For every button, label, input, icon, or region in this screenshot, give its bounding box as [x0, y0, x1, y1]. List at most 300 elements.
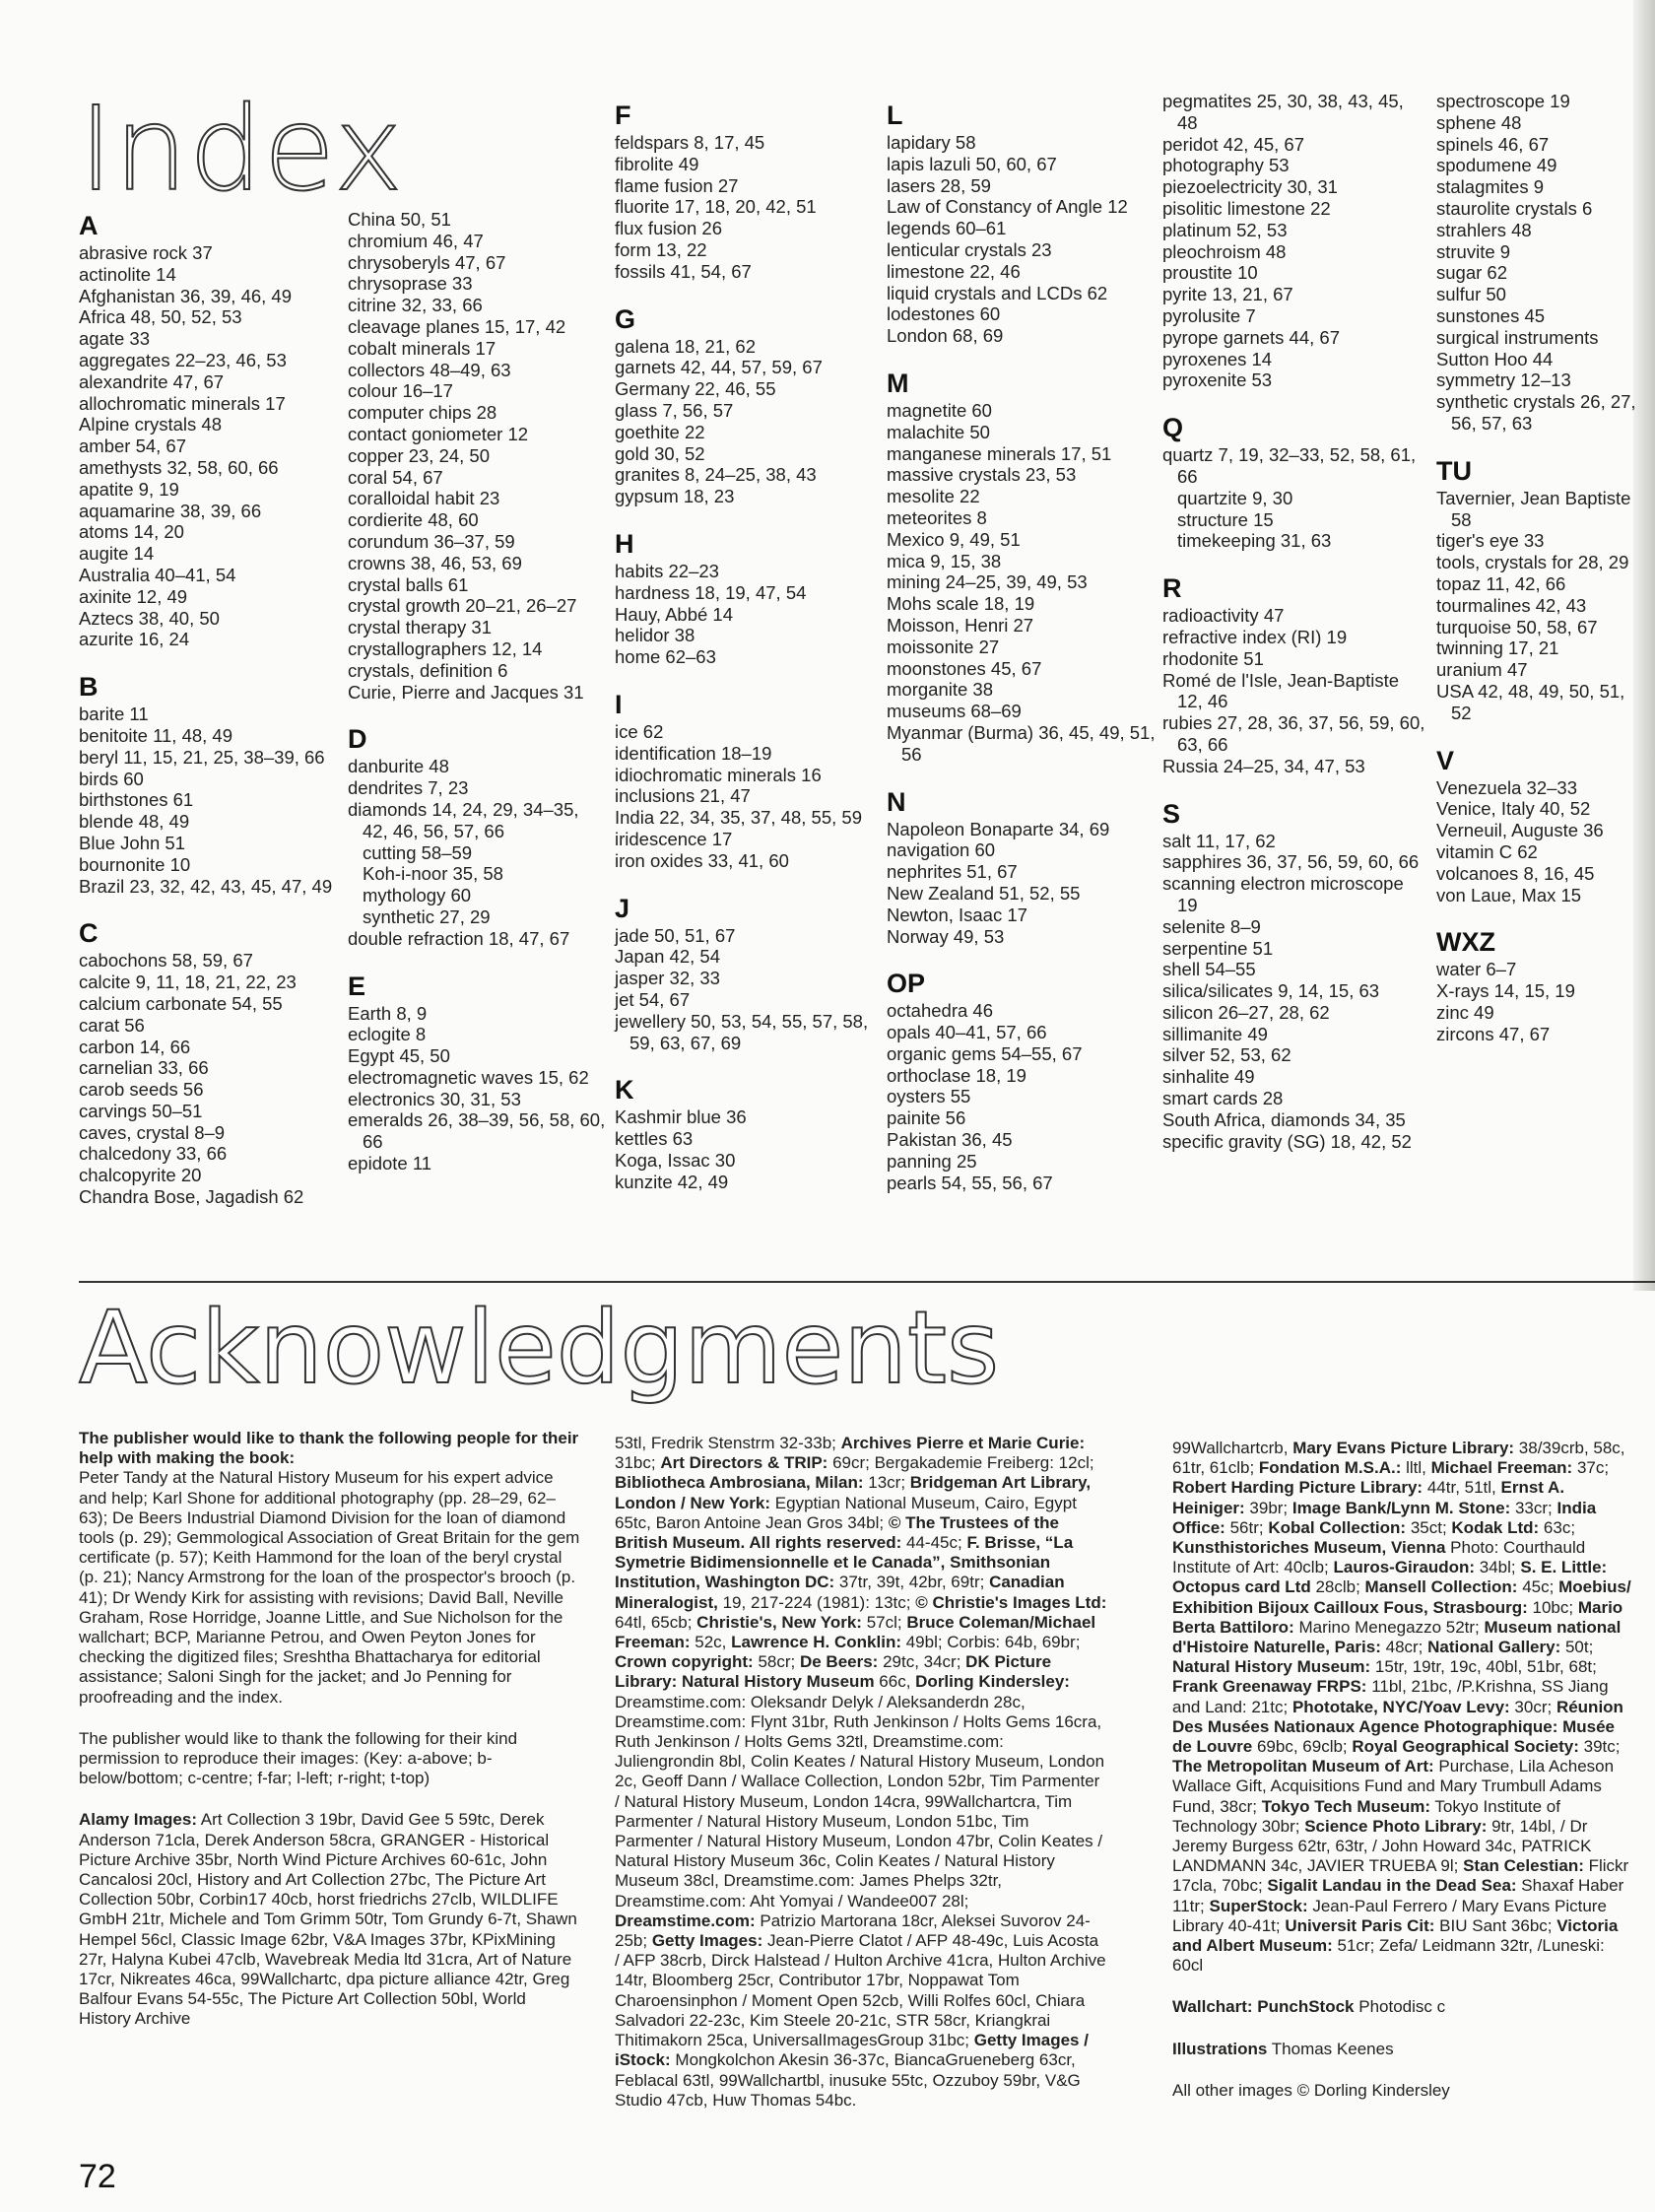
credit-text: Purchase, Lila Acheson Wallace Gift, Acquisitions Fund and Mary Trumbull Adams Fund, 38cr;: [1172, 1757, 1615, 1816]
credit-source: S. E. Little:: [1520, 1558, 1608, 1577]
index-entry: jade 50, 51, 67: [615, 924, 736, 946]
index-entry: aquamarine 38, 39, 66: [79, 500, 262, 521]
index-entry: New Zealand 51, 52, 55: [887, 882, 1081, 904]
index-entry: caves, crystal 8–9: [79, 1121, 226, 1143]
index-entry: granites 8, 24–25, 38, 43: [615, 464, 817, 486]
credit-source: Mary Evans Picture Library:: [1292, 1439, 1515, 1457]
index-entry: spodumene 49: [1436, 155, 1557, 176]
index-entry: fluorite 17, 18, 20, 42, 51: [615, 196, 817, 218]
index-entry: abrasive rock 37: [79, 242, 213, 263]
index-column-4: [887, 99, 1162, 1193]
index-entry: feldspars 8, 17, 45: [615, 132, 765, 153]
credit-text: 37tr, 39t, 42br, 69tr;: [834, 1573, 990, 1592]
index-entry: computer chips 28: [348, 402, 497, 424]
credit-text: Egyptian National Museum, Cairo, Egypt 65tc, Baron Antoine Jean Gros 34bl;: [615, 1493, 1077, 1532]
index-entry: diamonds 14, 24, 29, 34–35, 42, 46, 56, 57, 66: [348, 798, 579, 841]
credit-source: Canadian Mineralogist,: [615, 1573, 1065, 1612]
index-section: [1162, 411, 1426, 552]
index-entry: Verneuil, Auguste 36: [1436, 820, 1604, 841]
credit-source: Ernst A. Heiniger:: [1172, 1478, 1565, 1517]
index-section: [887, 99, 1162, 347]
index-entry: sunstones 45: [1436, 304, 1546, 326]
index-letter-heading: Q: [1162, 413, 1184, 443]
index-entry: shell 54–55: [1162, 959, 1256, 980]
index-entry: rubies 27, 28, 36, 37, 56, 59, 60, 63, 66: [1162, 712, 1425, 755]
credit-source: Lawrence H. Conklin:: [731, 1633, 901, 1652]
index-letter-heading: TU: [1436, 455, 1472, 486]
index-letter-heading: F: [615, 101, 631, 130]
credit-text: 69cr; Bergakademie Freiberg: 12cl;: [828, 1453, 1094, 1473]
index-entry: quartz 7, 19, 32–33, 52, 58, 61, 66: [1162, 444, 1417, 487]
index-section: [1436, 91, 1643, 435]
index-entry: cutting 58–59: [363, 841, 473, 863]
index-entry: sulfur 50: [1436, 284, 1506, 305]
index-column-2: [348, 209, 609, 1174]
credit-source: Christie's, New York:: [696, 1612, 862, 1632]
index-entry: ice 62: [615, 720, 664, 742]
index-section: [79, 209, 345, 650]
index-letter-heading: L: [887, 101, 903, 130]
index-entry: habits 22–23: [615, 560, 719, 581]
index-entry: Curie, Pierre and Jacques 31: [348, 681, 584, 703]
index-entry: form 13, 22: [615, 238, 707, 260]
index-entry: jet 54, 67: [615, 988, 691, 1010]
index-entry: colour 16–17: [348, 380, 453, 402]
ack-credits-2: [615, 1434, 1107, 2111]
credit-source: Phototake, NYC/Yoav Levy:: [1291, 1697, 1510, 1716]
credit-source: Image Bank/Lynn M. Stone:: [1291, 1498, 1511, 1517]
credit-text: 99Wallchartcrb,: [1172, 1439, 1293, 1457]
credit-source: Museum national d'Histoire Naturelle, Paris:: [1172, 1617, 1622, 1657]
credit-source: The Metropolitan Museum of Art:: [1172, 1757, 1434, 1776]
credit-source: Alamy Images:: [79, 1810, 197, 1830]
index-entry: piezoelectricity 30, 31: [1162, 176, 1338, 198]
index-entry: moissonite 27: [887, 636, 1000, 657]
index-entry: Pakistan 36, 45: [887, 1129, 1013, 1151]
index-entry: zinc 49: [1436, 1001, 1494, 1023]
index-entry: peridot 42, 45, 67: [1162, 133, 1304, 155]
index-section: [348, 722, 609, 949]
credit-source: Kobal Collection:: [1268, 1517, 1407, 1537]
index-entry: lodestones 60: [887, 303, 1001, 325]
index-entry: X-rays 14, 15, 19: [1436, 980, 1575, 1002]
index-entry: carob seeds 56: [79, 1079, 204, 1101]
index-section: [615, 99, 879, 283]
index-entry: copper 23, 24, 50: [348, 444, 490, 466]
index-letter-heading: S: [1162, 798, 1181, 829]
credit-text: 28clb;: [1310, 1577, 1365, 1597]
index-section: [1436, 925, 1643, 1044]
index-entry: helidor 38: [615, 625, 695, 646]
index-entry: electromagnetic waves 15, 62: [348, 1066, 589, 1088]
credit-text: 44-45c;: [901, 1533, 967, 1553]
index-entry: tourmalines 42, 43: [1436, 594, 1587, 616]
index-entry: fibrolite 49: [615, 153, 699, 174]
index-entry: sugar 62: [1436, 262, 1507, 284]
credit-text: 57cl;: [861, 1612, 907, 1632]
credit-source: Royal Geographical Society:: [1352, 1737, 1579, 1757]
credit-source: Science Photo Library:: [1304, 1816, 1488, 1836]
wallchart-label: Wallchart: PunchStock: [1172, 1997, 1355, 2017]
other-images-text: All other images © Dorling Kindersley: [1172, 2080, 1450, 2100]
index-entry: apatite 9, 19: [79, 478, 179, 500]
index-entry: goethite 22: [615, 421, 705, 442]
index-letter-heading: R: [1162, 573, 1182, 604]
index-entry: Chandra Bose, Jagadish 62: [79, 1186, 304, 1208]
index-entry: iron oxides 33, 41, 60: [615, 849, 789, 871]
credit-source: National Gallery:: [1427, 1638, 1561, 1657]
index-entry: Mexico 9, 49, 51: [887, 528, 1021, 550]
index-entry: manganese minerals 17, 51: [887, 442, 1112, 464]
index-section: [1162, 91, 1426, 391]
index-entry: water 6–7: [1436, 959, 1517, 980]
credit-source: DK Picture Library: Natural History Museum: [615, 1652, 1052, 1692]
index-entry: smart cards 28: [1162, 1088, 1284, 1109]
credit-text: BIU Sant 36bc;: [1434, 1915, 1557, 1935]
index-entry: crystal therapy 31: [348, 617, 493, 638]
index-entry: Africa 48, 50, 52, 53: [79, 306, 242, 328]
credit-text: 69bc, 69clb;: [1252, 1737, 1353, 1757]
index-entry: London 68, 69: [887, 325, 1004, 347]
index-entry: barite 11: [79, 704, 149, 725]
index-column-5: [1162, 91, 1426, 1152]
index-entry: massive crystals 23, 53: [887, 464, 1077, 486]
index-entry: blende 48, 49: [79, 811, 190, 833]
index-entry: nephrites 51, 67: [887, 861, 1018, 883]
index-entry: emeralds 26, 38–39, 56, 58, 60, 66: [348, 1109, 606, 1153]
credit-source: Moebius/ Exhibition Bijoux Cailloux Fous, Strasbourg:: [1172, 1577, 1631, 1617]
credit-source: India Office:: [1172, 1498, 1597, 1537]
index-entry: glass 7, 56, 57: [615, 399, 734, 421]
index-entry: orthoclase 18, 19: [887, 1064, 1026, 1086]
credit-source: Robert Harding Picture Library:: [1172, 1478, 1423, 1498]
illustrations-label: Illustrations: [1172, 2039, 1268, 2058]
index-entry: home 62–63: [615, 646, 716, 668]
credit-text: 11bl, 21bc, /P.Krishna, SS Jiang and Land: 21tc;: [1172, 1677, 1609, 1716]
index-entry: galena 18, 21, 62: [615, 335, 756, 357]
index-entry: quartzite 9, 30: [1177, 487, 1293, 508]
index-entry: Myanmar (Burma) 36, 45, 49, 51, 56: [887, 721, 1156, 765]
credit-source: Tokyo Tech Museum:: [1261, 1796, 1430, 1816]
credit-source: Getty Images:: [651, 1931, 763, 1951]
index-entry: calcite 9, 11, 18, 21, 22, 23: [79, 972, 297, 993]
index-letter-heading: J: [615, 893, 630, 923]
index-entry: scanning electron microscope 19: [1162, 873, 1404, 915]
index-entry: lasers 28, 59: [887, 174, 991, 196]
index-entry: pyroxenite 53: [1162, 369, 1273, 391]
section-divider: [79, 1281, 1655, 1283]
credit-source: Crown copyright:: [615, 1652, 754, 1672]
index-entry: limestone 22, 46: [887, 260, 1021, 282]
ack-credits-1: [79, 1810, 581, 2029]
index-entry: malachite 50: [887, 421, 990, 442]
credit-source: Bibliotheca Ambrosiana, Milan:: [615, 1473, 864, 1493]
index-entry: spinels 46, 67: [1436, 133, 1550, 155]
index-entry: augite 14: [79, 543, 155, 565]
credit-text: Art Collection 3 19br, David Gee 5 59tc, Derek Anderson 71cla, Derek Anderson 58cra, GRANGER - Historical Picture Archive 35br, North Wind Picture Archives 60-61c, John Cancalosi 20cl, History and Art Collection 27bc, The Picture Art Collection 50br, Corbin17 40cb, horst friedrichs 27clb, WILDLIFE GmbH 21tr, Michele and Tom Grimm 50tr, Tom Grundy 6-7t, Shawn Hempel 56cl, Classic Image 62br, V&A Images 37br, KPixMining 27r, Halyna Kubei 47clb, Wavebreak Media ltd 31cra, Art of Nature 17cr, Nikreates 46ca, 99Wallchartc, dpa picture alliance 42tr, Greg Balfour Evans 54-55c, The Picture Art Collection 50bl, World History Archive: [79, 1810, 577, 2029]
credit-source: Natural History Museum:: [1172, 1657, 1371, 1677]
index-entry: crystallographers 12, 14: [348, 637, 543, 659]
index-entry: chrysoprase 33: [348, 273, 473, 295]
credit-text: 33cr;: [1510, 1498, 1557, 1517]
index-entry: navigation 60: [887, 839, 996, 861]
index-entry: synthetic 27, 29: [363, 905, 491, 927]
index-entry: cabochons 58, 59, 67: [79, 950, 253, 972]
index-letter-heading: H: [615, 528, 634, 559]
index-entry: silicon 26–27, 28, 62: [1162, 1001, 1330, 1023]
index-entry: double refraction 18, 47, 67: [348, 927, 570, 949]
index-letter-heading: C: [79, 918, 99, 949]
credit-source: Mansell Collection:: [1364, 1577, 1518, 1597]
credit-text: 37c;: [1572, 1458, 1610, 1478]
index-entry: opals 40–41, 57, 66: [887, 1022, 1047, 1043]
index-entry: synthetic crystals 26, 27, 56, 57, 63: [1436, 391, 1636, 434]
index-column-1: [79, 209, 345, 1208]
credit-text: 66c,: [874, 1672, 916, 1692]
index-entry: chalcopyrite 20: [79, 1165, 202, 1186]
credit-text: 51cr; Zefa/ Leidmann 32tr, /Luneski: 60cl: [1172, 1936, 1605, 1976]
index-entry: allochromatic minerals 17: [79, 392, 286, 414]
index-section: [887, 967, 1162, 1193]
index-entry: coral 54, 67: [348, 466, 443, 488]
index-entry: silver 52, 53, 62: [1162, 1044, 1291, 1066]
index-entry: sapphires 36, 37, 56, 59, 60, 66: [1162, 851, 1420, 873]
credit-text: 30cr;: [1509, 1697, 1556, 1716]
index-entry: Romé de l'Isle, Jean-Baptiste 12, 46: [1162, 669, 1400, 712]
index-entry: birds 60: [79, 768, 144, 789]
credit-text: 53tl, Fredrik Stenstrm 32-33b;: [615, 1434, 841, 1452]
acknowledgments-column-2: [615, 1434, 1107, 2163]
index-entry: mining 24–25, 39, 49, 53: [887, 571, 1088, 593]
index-section: [1436, 454, 1643, 724]
credit-text: 29tc, 34cr;: [878, 1652, 966, 1672]
index-entry: refractive index (RI) 19: [1162, 626, 1348, 647]
index-section: [887, 785, 1162, 948]
index-entry: lenticular crystals 23: [887, 238, 1052, 260]
index-entry: birthstones 61: [79, 789, 194, 811]
index-entry: iridescence 17: [615, 828, 733, 849]
index-entry: octahedra 46: [887, 1000, 994, 1022]
credit-source: Frank Greenaway FRPS:: [1172, 1677, 1367, 1697]
index-entry: collectors 48–49, 63: [348, 359, 511, 380]
credit-text: Jean-Pierre Clatot / AFP 48-49c, Luis Acosta / AFP 38crb, Dirck Halstead / Hulton Archive 41cra, Hulton Archive 14tr, Bloomberg 25cr, Contributor 17br, Noppawat Tom Charoensinphon / Moment Open 52cb, Willi Rolfes 60cl, Chiara Salvadori 22-23c, Kim Steele 20-21c, STR 58cr, Kriangkrai Thitimakorn 25ca, UniversalImagesGroup 31bc;: [615, 1931, 1106, 2050]
index-entry: Law of Constancy of Angle 12: [887, 196, 1128, 218]
index-letter-heading: N: [887, 786, 906, 817]
credit-source: Mario Berta Battiloro:: [1172, 1597, 1623, 1637]
index-entry: citrine 32, 33, 66: [348, 295, 483, 316]
credit-text: 10bc;: [1527, 1597, 1578, 1617]
credit-source: Getty Images / iStock:: [615, 2031, 1089, 2070]
index-entry: proustite 10: [1162, 262, 1258, 284]
credit-text: 63c;: [1539, 1517, 1576, 1537]
acknowledgments-column-1: [79, 1429, 581, 2138]
ack-credits-3: [1172, 1439, 1635, 1976]
index-entry: pegmatites 25, 30, 38, 43, 45, 48: [1162, 91, 1404, 133]
credit-source: Universit Paris Cit:: [1285, 1915, 1435, 1935]
index-entry: sphene 48: [1436, 111, 1522, 133]
index-entry: Blue John 51: [79, 832, 186, 853]
index-entry: Hauy, Abbé 14: [615, 603, 733, 625]
credit-source: Sigalit Landau in the Dead Sea:: [1267, 1876, 1517, 1896]
index-section: [79, 670, 345, 897]
index-section: [1436, 744, 1643, 906]
index-entry: surgical instruments: [1436, 326, 1599, 348]
index-entry: rhodonite 51: [1162, 647, 1264, 669]
credit-text: 35ct;: [1406, 1517, 1452, 1537]
index-entry: Napoleon Bonaparte 34, 69: [887, 818, 1110, 839]
credit-text: Mongkolchon Akesin 36-37c, BiancaGrueneberg 63cr, Feblacal 63tl, 99Wallchartbl, inusuke 55tc, Ozzuboy 59br, V&G Studio 47cb, Huw Thomas 54bc.: [615, 2050, 1081, 2110]
index-column-3: [615, 99, 879, 1192]
index-entry: Egypt 45, 50: [348, 1045, 450, 1067]
index-entry: Newton, Isaac 17: [887, 904, 1027, 925]
index-column-6: [1436, 91, 1643, 1044]
credit-source: De Beers:: [799, 1652, 879, 1672]
index-title: Index: [79, 81, 404, 217]
index-entry: tiger's eye 33: [1436, 530, 1545, 552]
index-entry: photography 53: [1162, 155, 1290, 176]
credit-source: Réunion Des Musées Nationaux Agence Photographique: Musée de Louvre: [1172, 1697, 1623, 1757]
index-letter-heading: E: [348, 971, 366, 1001]
credit-text: Tokyo Institute of Technology 30br;: [1172, 1796, 1560, 1836]
index-section: [615, 892, 879, 1054]
index-entry: carbon 14, 66: [79, 1036, 191, 1057]
index-entry: selenite 8–9: [1162, 915, 1261, 937]
index-entry: stalagmites 9: [1436, 176, 1544, 198]
credit-text: Flickr 17cla, 70bc;: [1172, 1856, 1629, 1896]
index-entry: hardness 18, 19, 47, 54: [615, 581, 807, 603]
acknowledgments-column-3: [1172, 1439, 1635, 2187]
index-entry: bournonite 10: [79, 853, 191, 875]
index-entry: carnelian 33, 66: [79, 1057, 209, 1079]
credit-text: 38/39crb, 58c, 61tr, 61clb;: [1172, 1439, 1625, 1478]
index-section: [615, 302, 879, 507]
index-entry: India 22, 34, 35, 37, 48, 55, 59: [615, 807, 862, 829]
index-entry: panning 25: [887, 1150, 977, 1172]
index-entry: amber 54, 67: [79, 436, 187, 457]
index-entry: kettles 63: [615, 1128, 694, 1150]
credit-source: Dreamstime.com:: [615, 1910, 756, 1930]
credit-source: Fondation M.S.A.:: [1258, 1458, 1402, 1478]
index-entry: painite 56: [887, 1107, 966, 1129]
index-entry: Moisson, Henri 27: [887, 614, 1034, 636]
index-section: [615, 1073, 879, 1192]
index-entry: topaz 11, 42, 66: [1436, 572, 1566, 594]
index-entry: moonstones 45, 67: [887, 657, 1042, 679]
index-entry: crystals, definition 6: [348, 659, 508, 681]
credit-text: 15tr, 19tr, 19c, 40bl, 51br, 68t;: [1370, 1657, 1597, 1677]
credit-source: Dorling Kindersley:: [915, 1672, 1070, 1692]
index-entry: Koh-i-noor 35, 58: [363, 863, 503, 885]
index-entry: gypsum 18, 23: [615, 486, 735, 507]
index-entry: legends 60–61: [887, 218, 1007, 239]
index-entry: pyroxenes 14: [1162, 348, 1273, 369]
credit-source: Archives Pierre et Marie Curie:: [840, 1434, 1086, 1452]
index-entry: jasper 32, 33: [615, 968, 720, 989]
index-entry: epidote 11: [348, 1153, 432, 1174]
credit-text: 19, 217-224 (1981): 13tc;: [717, 1592, 916, 1612]
index-entry: mythology 60: [363, 885, 472, 906]
index-entry: liquid crystals and LCDs 62: [887, 282, 1108, 303]
index-entry: radioactivity 47: [1162, 605, 1285, 627]
index-entry: platinum 52, 53: [1162, 219, 1288, 240]
credit-text: 9tr, 14bl, / Dr Jeremy Burgess 62tr, 63tr, / John Howard 34c, PATRICK LANDMANN 34c, JAVIER TRUEBA 9l;: [1172, 1816, 1592, 1876]
credit-source: Lauros-Giraudon:: [1333, 1558, 1476, 1577]
index-entry: Germany 22, 46, 55: [615, 378, 776, 400]
index-letter-heading: G: [615, 303, 636, 334]
credit-text: Dreamstime.com: Oleksandr Delyk / Aleksanderdn 28c, Dreamstime.com: Flynt 31br, Ruth Jenkinson / Holts Gems 16cra, Ruth Jenkinson / Holts Gems 32tl, Dreamstime.com: Juliengrondin 8bl, Colin Keates / Natural History Museum, London 2c, Geoff Dann / Wallace Collection, London 52br, Tim Parmenter / Natural History Museum, London 14cra, 99Wallchartcra, Tim Parmenter / Natural History Museum, London 51bc, Tim Parmenter / Natural History Museum, London 47br, Colin Keates / Natural History Museum 36c, Colin Keates / Natural History Museum 38cl, Dreamstime.com: James Phelps 32tr, Dreamstime.com: Aht Yomyai / Wandee007 28l;: [615, 1692, 1105, 1910]
index-entry: mesolite 22: [887, 486, 980, 507]
index-entry: amethysts 32, 58, 60, 66: [79, 456, 279, 478]
credit-text: Photo: Courthauld Institute of Art: 40clb;: [1172, 1538, 1586, 1577]
credit-source: Kodak Ltd:: [1451, 1517, 1540, 1537]
credit-text: 31bc;: [615, 1453, 661, 1473]
index-entry: eclogite 8: [348, 1024, 427, 1045]
index-section: [348, 209, 609, 703]
index-entry: vitamin C 62: [1436, 840, 1538, 862]
index-entry: gold 30, 52: [615, 442, 705, 464]
index-entry: uranium 47: [1436, 659, 1528, 681]
index-letter-heading: B: [79, 672, 99, 703]
credit-text: 56tr;: [1225, 1517, 1269, 1537]
index-entry: mica 9, 15, 38: [887, 550, 1002, 571]
index-entry: volcanoes 8, 16, 45: [1436, 862, 1595, 884]
index-entry: organic gems 54–55, 67: [887, 1042, 1083, 1064]
index-entry: actinolite 14: [79, 263, 176, 285]
credit-source: Bruce Coleman/Michael Freeman:: [615, 1612, 1096, 1652]
index-entry: lapis lazuli 50, 60, 67: [887, 153, 1057, 174]
index-entry: museums 68–69: [887, 701, 1022, 722]
index-entry: axinite 12, 49: [79, 585, 188, 607]
index-letter-heading: M: [887, 368, 909, 398]
credit-source: Kunsthistoriches Museum, Vienna: [1172, 1538, 1446, 1558]
index-entry: carvings 50–51: [79, 1100, 203, 1121]
index-entry: Australia 40–41, 54: [79, 564, 236, 585]
index-entry: timekeeping 31, 63: [1177, 530, 1332, 552]
index-entry: salt 11, 17, 62: [1162, 830, 1276, 851]
index-entry: staurolite crystals 6: [1436, 197, 1593, 219]
index-entry: von Laue, Max 15: [1436, 884, 1582, 905]
index-entry: sinhalite 49: [1162, 1066, 1255, 1088]
ack-intro-heading: The publisher would like to thank the following people for their help with making the book:: [79, 1429, 579, 1468]
index-entry: identification 18–19: [615, 742, 772, 764]
credit-source: Victoria and Albert Museum:: [1172, 1915, 1619, 1956]
index-section: [887, 367, 1162, 766]
credit-text: 52c,: [690, 1633, 732, 1652]
index-entry: lapidary 58: [887, 132, 976, 153]
index-entry: crystal balls 61: [348, 573, 469, 595]
credit-text: 45c;: [1517, 1577, 1559, 1597]
index-entry: Afghanistan 36, 39, 46, 49: [79, 285, 293, 306]
credit-text: 49bl; Corbis: 64b, 69br;: [901, 1633, 1081, 1652]
index-entry: Brazil 23, 32, 42, 43, 45, 47, 49: [79, 875, 333, 897]
index-entry: carat 56: [79, 1014, 145, 1036]
index-section: [615, 527, 879, 668]
wallchart-text: Photodisc c: [1354, 1997, 1446, 2017]
credit-text: 48cr;: [1380, 1638, 1428, 1657]
ack-images-text: The publisher would like to thank the following for their kind permission to reproduce their images: (Key: a-above; b-below/bottom; c-centre; f-far; l-left; r-right; t-top): [79, 1728, 518, 1788]
credit-text: Patrizio Martorana 18cr, Aleksei Suvorov 24-25b;: [615, 1910, 1091, 1951]
index-entry: aggregates 22–23, 46, 53: [79, 349, 287, 370]
index-entry: pyrope garnets 44, 67: [1162, 326, 1340, 348]
credit-text: 44tr, 51tl,: [1423, 1478, 1501, 1498]
index-entry: Venice, Italy 40, 52: [1436, 798, 1591, 820]
credit-text: Marino Menegazzo 52tr;: [1293, 1617, 1485, 1637]
index-entry: morganite 38: [887, 679, 993, 701]
credit-text: 50t;: [1560, 1638, 1594, 1657]
credit-source: F. Brisse, “La Symetrie Bidimensionnelle et le Canada”, Smithsonian Institution, Washington DC:: [615, 1533, 1074, 1592]
index-letter-heading: A: [79, 211, 99, 240]
index-entry: silica/silicates 9, 14, 15, 63: [1162, 980, 1380, 1002]
